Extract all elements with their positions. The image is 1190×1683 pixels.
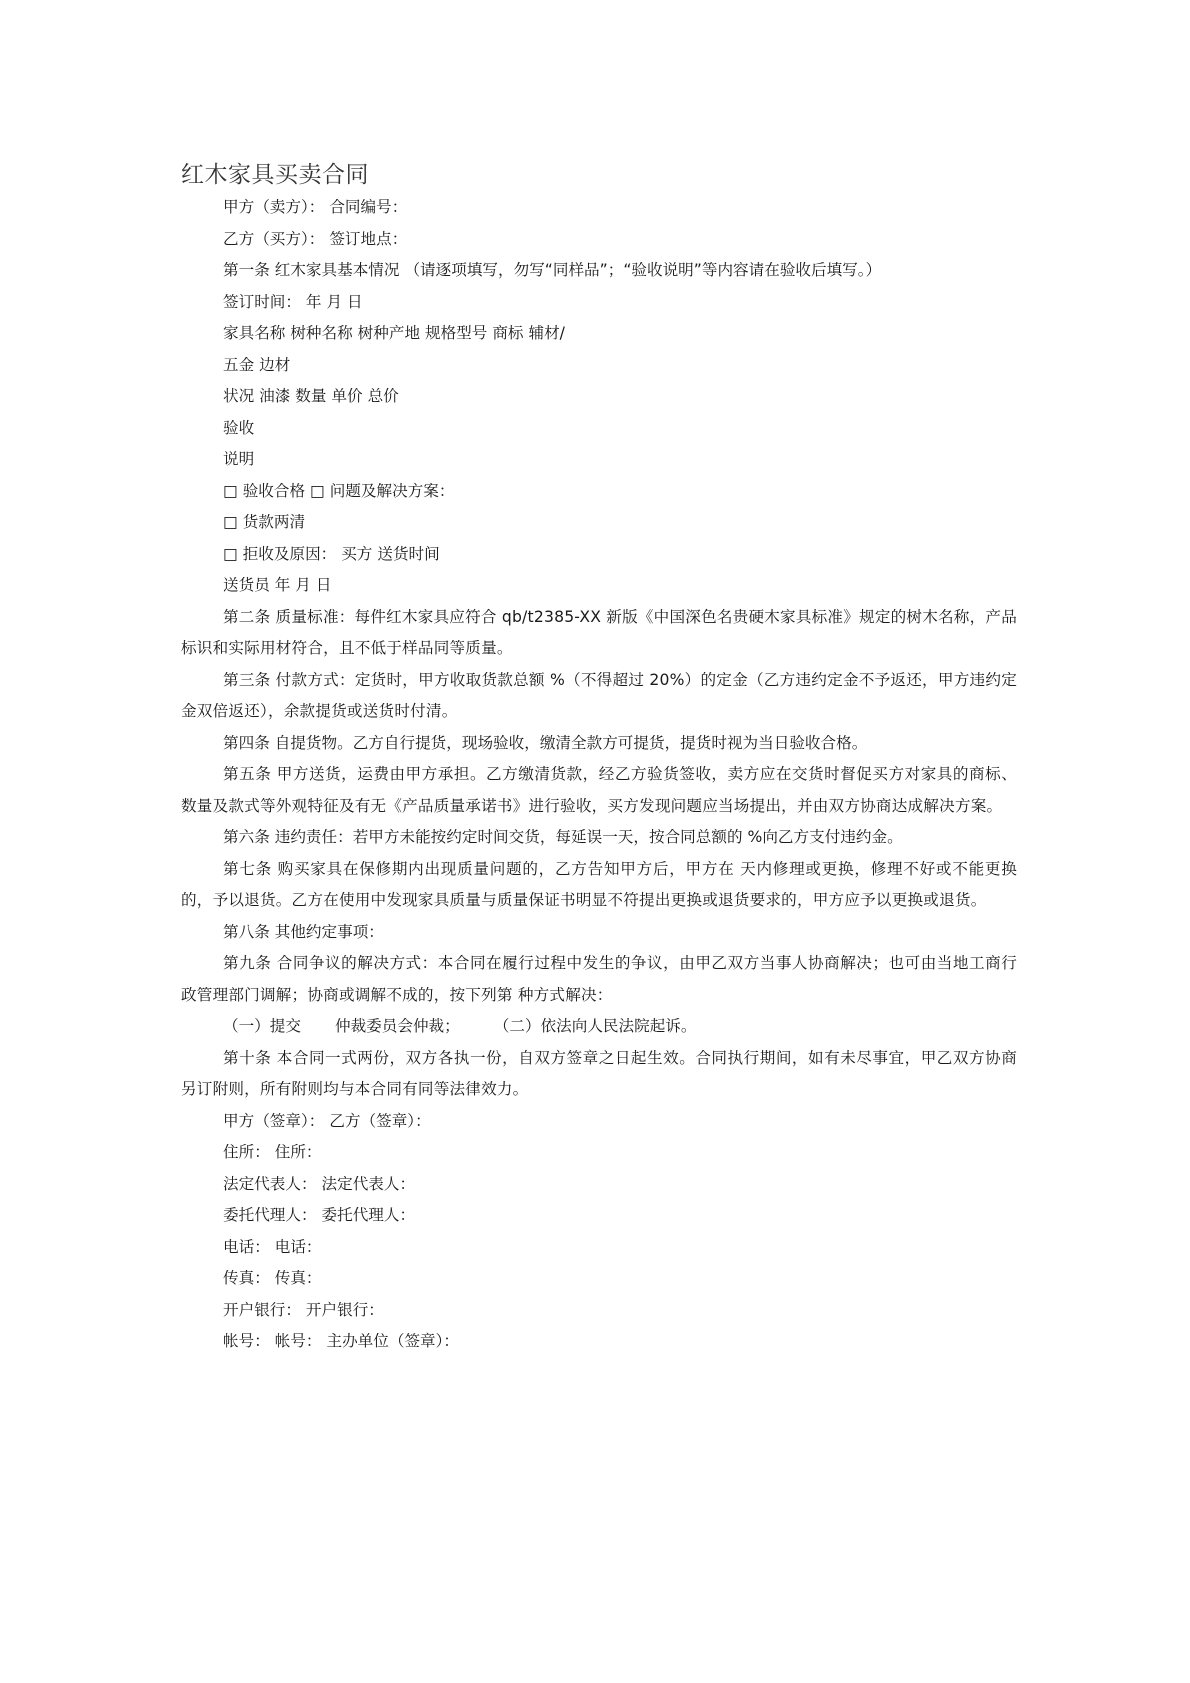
payment-cleared-checkbox-line: □ 货款两清 (223, 513, 306, 531)
article-4-self-pickup: 第四条 自提货物。乙方自行提货，现场验收，缴清全款方可提货，提货时视为当日验收合格。 (223, 733, 868, 752)
document-title: 红木家具买卖合同 (181, 162, 369, 188)
article-2-quality: 第二条 质量标准：每件红木家具应符合 qb/t2385-XX 新版《中国深色名贵硬木家具标准》规定的树木名称，产品标识和实际用材符合，且不低于样品同等质量。 (181, 607, 1017, 657)
acceptance-checkbox-line: □ 验收合格 □ 问题及解决方案： (223, 481, 455, 500)
furniture-columns-line-1: 家具名称 树种名称 树种产地 规格型号 商标 辅材/ (223, 324, 565, 342)
furniture-columns-line-3: 状况 油漆 数量 单价 总价 (223, 387, 399, 405)
furniture-columns-line-2: 五金 边材 (223, 355, 291, 374)
arbitration-option-2: （二）依法向人民法院起诉。 (493, 1017, 697, 1035)
party-b-buyer-line: 乙方（买方）： 签订地点： (223, 229, 408, 248)
delivery-person-line: 送货员 年 月 日 (223, 576, 332, 594)
arbitration-option-1: （一）提交 (223, 1017, 301, 1035)
arbitration-committee: 仲裁委员会仲裁； (334, 1017, 460, 1035)
article-1-basic-info: 第一条 红木家具基本情况 （请逐项填写，勿写“同样品”；“验收说明”等内容请在验收后填写。） (223, 261, 882, 279)
party-a-seller-line: 甲方（卖方）： 合同编号： (223, 198, 408, 216)
article-10-copies: 第十条 本合同一式两份，双方各执一份，自双方签章之日起生效。合同执行期间，如有未尽事宜，甲乙双方协商另订附则，所有附则均与本合同有同等法律效力。 (181, 1048, 1017, 1098)
signing-date-line: 签订时间： 年 月 日 (223, 292, 363, 311)
article-5-delivery: 第五条 甲方送货，运费由甲方承担。乙方缴清货款，经乙方验货签收，卖方应在交货时督促买方对家具的商标、数量及款式等外观特征及有无《产品质量承诺书》进行验收，买方发现问题应当场提出，并由双方协商达成解决方案。 (181, 765, 1017, 815)
explanation-label: 说明 (223, 450, 255, 468)
account-line: 帐号： 帐号： 主办单位（签章）： (223, 1332, 460, 1350)
arbitration-options (181, 1011, 1017, 1043)
phone-line: 电话： 电话： (223, 1237, 322, 1256)
article-7-warranty: 第七条 购买家具在保修期内出现质量问题的，乙方告知甲方后，甲方在 天内修理或更换，修理不好或不能更换的，予以退货。乙方在使用中发现家具质量与质量保证书明显不符提出更换或退货要求的，甲方应予以更换或退货。 (181, 859, 1017, 909)
rejection-checkbox-line: □ 拒收及原因： 买方 送货时间 (223, 544, 440, 563)
fax-line: 传真： 传真： (223, 1269, 322, 1287)
document-body (181, 192, 1017, 1358)
article-3-payment: 第三条 付款方式：定货时，甲方收取货款总额 %（不得超过 20%）的定金（乙方违约定金不予返还，甲方违约定金双倍返还），余款提货或送货时付清。 (181, 670, 1017, 720)
address-line: 住所： 住所： (223, 1143, 322, 1161)
bank-line: 开户银行： 开户银行： (223, 1300, 384, 1319)
article-8-other: 第八条 其他约定事项： (223, 922, 384, 941)
signature-line: 甲方（签章）： 乙方（签章）： (223, 1111, 431, 1130)
legal-rep-line: 法定代表人： 法定代表人： (223, 1174, 416, 1193)
article-9-disputes: 第九条 合同争议的解决方式：本合同在履行过程中发生的争议，由甲乙双方当事人协商解决；也可由当地工商行政管理部门调解；协商或调解不成的，按下列第 种方式解决： (181, 954, 1017, 1004)
agent-line: 委托代理人： 委托代理人： (223, 1206, 416, 1224)
article-6-liability: 第六条 违约责任：若甲方未能按约定时间交货，每延误一天，按合同总额的 %向乙方支付违约金。 (223, 828, 903, 846)
acceptance-label: 验收 (223, 418, 255, 437)
